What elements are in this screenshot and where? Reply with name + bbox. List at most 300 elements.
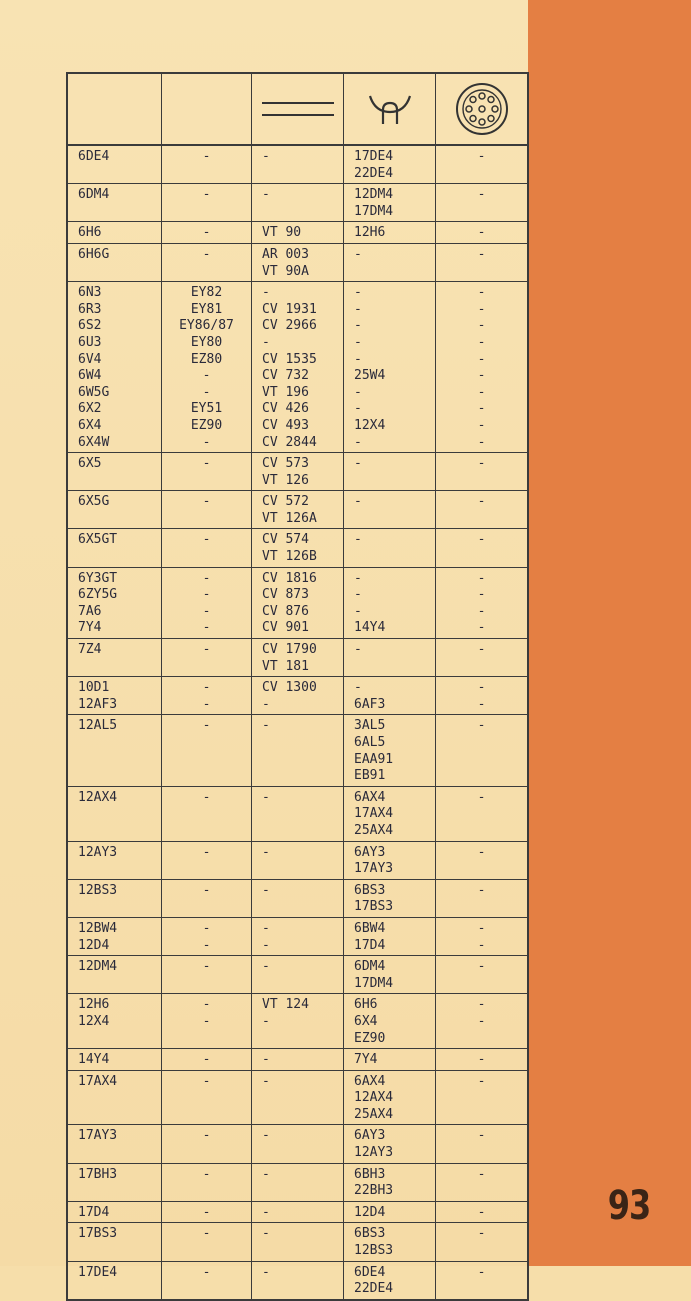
cell-line: - <box>202 920 211 936</box>
cell-line: 7Y4 <box>78 620 102 636</box>
cell-line: CV 876 <box>262 603 309 619</box>
cell-line: - <box>202 642 211 658</box>
cell-line: - <box>477 351 486 367</box>
cell-line: 3AL5 <box>354 718 386 734</box>
base-equivalent-cell <box>436 880 527 917</box>
tube-type-cell <box>68 880 162 917</box>
cell-line: 12AY3 <box>78 844 118 860</box>
equivalent-b-cell <box>252 1223 344 1260</box>
tube-type-cell <box>68 568 162 638</box>
tube-socket-base-icon <box>455 82 509 136</box>
heater-filament-icon <box>367 90 413 128</box>
cell-line: VT 126 <box>262 472 309 488</box>
heater-equivalent-cell <box>344 639 436 676</box>
heater-equivalent-cell <box>344 146 436 183</box>
cell-line: - <box>477 718 486 734</box>
equivalent-a-cell <box>162 956 252 993</box>
cell-line: - <box>354 603 362 619</box>
cell-line: 17DE4 <box>78 1264 118 1280</box>
cell-line: - <box>477 532 486 548</box>
cell-line: - <box>477 570 486 586</box>
table-row <box>68 1202 527 1224</box>
heater-equivalent-cell <box>344 1164 436 1201</box>
equivalent-b-cell <box>252 1049 344 1070</box>
cell-line: - <box>262 1052 270 1068</box>
header-type-column <box>68 74 162 144</box>
cell-line: - <box>262 334 270 350</box>
cell-line: 12AY3 <box>354 1145 394 1161</box>
equivalent-a-cell <box>162 491 252 528</box>
tube-equivalents-table <box>66 72 529 1301</box>
tube-type-cell <box>68 529 162 566</box>
cell-line: - <box>354 285 362 301</box>
cell-line: CV 1300 <box>262 680 317 696</box>
cell-line: 6BW4 <box>354 920 386 936</box>
equivalent-b-cell <box>252 222 344 243</box>
cell-line: - <box>354 351 362 367</box>
base-equivalent-cell <box>436 1202 527 1223</box>
equivalent-b-cell <box>252 787 344 841</box>
cell-line: - <box>262 844 270 860</box>
cell-line: 17D4 <box>354 937 386 953</box>
equivalent-a-cell <box>162 282 252 452</box>
cell-line: - <box>477 959 486 975</box>
cell-line: - <box>202 246 211 262</box>
tube-type-cell <box>68 1262 162 1299</box>
cell-line: CV 1816 <box>262 570 317 586</box>
cell-line: 17BS3 <box>78 1226 118 1242</box>
cell-line: - <box>354 532 362 548</box>
cell-line: 12DM4 <box>78 959 118 975</box>
cell-line: - <box>202 1166 211 1182</box>
cell-line: - <box>202 844 211 860</box>
heater-equivalent-cell <box>344 842 436 879</box>
equivalent-b-cell <box>252 1202 344 1223</box>
cell-line: - <box>262 920 270 936</box>
cell-line: - <box>477 997 486 1013</box>
cell-line: 6AF3 <box>354 696 386 712</box>
cell-line: - <box>262 959 270 975</box>
cell-line: 12AX4 <box>354 1090 394 1106</box>
heater-equivalent-cell <box>344 677 436 714</box>
heater-equivalent-cell <box>344 282 436 452</box>
header-empty-column <box>162 74 252 144</box>
cell-line: - <box>202 1226 211 1242</box>
table-row <box>68 677 527 715</box>
cell-line: - <box>354 570 362 586</box>
table-row <box>68 529 527 567</box>
equivalent-a-cell <box>162 1049 252 1070</box>
base-equivalent-cell <box>436 677 527 714</box>
tube-type-cell <box>68 282 162 452</box>
cell-line: VT 124 <box>262 997 309 1013</box>
cell-line: - <box>262 1013 270 1029</box>
cell-line: - <box>202 1204 211 1220</box>
cell-line: - <box>477 334 486 350</box>
base-equivalent-cell <box>436 491 527 528</box>
equivalent-b-cell <box>252 529 344 566</box>
cell-line: - <box>477 1166 486 1182</box>
cell-line: - <box>354 384 362 400</box>
heater-equivalent-cell <box>344 715 436 785</box>
cell-line: 6X4W <box>78 434 110 450</box>
cell-line: - <box>202 532 211 548</box>
equivalent-a-cell <box>162 994 252 1048</box>
cell-line: - <box>262 149 270 164</box>
cell-line: EZ90 <box>354 1030 386 1046</box>
cell-line: 6X2 <box>78 401 102 417</box>
cell-line: - <box>202 384 211 400</box>
table-row <box>68 1125 527 1163</box>
table-row <box>68 222 527 244</box>
cell-line: - <box>477 384 486 400</box>
table-row <box>68 1223 527 1261</box>
cell-line: - <box>262 285 270 301</box>
cell-line: - <box>477 1226 486 1242</box>
cell-line: - <box>477 1204 486 1220</box>
cell-line: - <box>477 1013 486 1029</box>
heater-equivalent-cell <box>344 1262 436 1299</box>
cell-line: - <box>202 456 211 472</box>
heater-equivalent-cell <box>344 956 436 993</box>
cell-line: 22DE4 <box>354 165 394 181</box>
cell-line: - <box>477 494 486 510</box>
equivalent-b-cell <box>252 1071 344 1125</box>
tube-type-cell <box>68 146 162 183</box>
cell-line: 6W4 <box>78 368 102 384</box>
cell-line: - <box>477 680 486 696</box>
equivalent-b-cell <box>252 1125 344 1162</box>
cell-line: 6X4 <box>78 417 102 433</box>
tube-type-cell <box>68 453 162 490</box>
cell-line: - <box>354 434 362 450</box>
cell-line: AR 003 <box>262 246 309 262</box>
heater-equivalent-cell <box>344 918 436 955</box>
base-equivalent-cell <box>436 1049 527 1070</box>
cell-line: - <box>202 1013 211 1029</box>
heater-equivalent-cell <box>344 244 436 281</box>
cell-line: CV 572 <box>262 494 309 510</box>
cell-line: 6DM4 <box>354 959 386 975</box>
header-heater-column <box>344 74 436 144</box>
cell-line: - <box>477 603 486 619</box>
cell-line: - <box>202 696 211 712</box>
cell-line: 6X5GT <box>78 532 118 548</box>
cell-line: - <box>477 1128 486 1144</box>
equivalent-b-cell <box>252 453 344 490</box>
orange-side-band <box>528 0 691 1266</box>
cell-line: 6W5G <box>78 384 110 400</box>
cell-line: - <box>477 434 486 450</box>
heater-equivalent-cell <box>344 491 436 528</box>
cell-line: 12D4 <box>354 1204 386 1220</box>
tube-type-cell <box>68 787 162 841</box>
cell-line: - <box>477 1264 486 1280</box>
cell-line: CV 493 <box>262 417 309 433</box>
header-base-column <box>436 74 527 144</box>
cell-line: 12AF3 <box>78 696 118 712</box>
cell-line: 6BS3 <box>354 882 386 898</box>
base-equivalent-cell <box>436 222 527 243</box>
equivalent-b-cell <box>252 677 344 714</box>
cell-line: - <box>354 401 362 417</box>
cell-line: - <box>477 882 486 898</box>
cell-line: - <box>477 318 486 334</box>
cell-line: - <box>477 225 486 241</box>
cell-line: 6DE4 <box>354 1264 386 1280</box>
cell-line: - <box>477 1073 486 1089</box>
cell-line: 7A6 <box>78 603 102 619</box>
equivalent-b-cell <box>252 244 344 281</box>
cell-line: 17AY3 <box>354 861 394 877</box>
cell-line: EAA91 <box>354 751 394 767</box>
cell-line: 12DM4 <box>354 187 394 203</box>
cell-line: EY82 <box>190 285 223 301</box>
table-row <box>68 1049 527 1071</box>
cell-line: 17DE4 <box>354 149 394 164</box>
tube-type-cell <box>68 1223 162 1260</box>
cell-line: - <box>262 789 270 805</box>
equivalent-a-cell <box>162 1223 252 1260</box>
cell-line: - <box>202 368 211 384</box>
cell-line: CV 2844 <box>262 434 317 450</box>
cell-line: 12X4 <box>78 1013 110 1029</box>
cell-line: 17DM4 <box>354 975 394 991</box>
tube-type-cell <box>68 244 162 281</box>
equivalent-b-cell <box>252 842 344 879</box>
cell-line: 17BS3 <box>354 899 394 915</box>
cell-line: - <box>202 882 211 898</box>
equivalent-b-cell <box>252 146 344 183</box>
cell-line: - <box>202 187 211 203</box>
base-equivalent-cell <box>436 453 527 490</box>
cell-line: - <box>202 570 211 586</box>
table-row <box>68 1164 527 1202</box>
cell-line: - <box>262 1226 270 1242</box>
cell-line: CV 1790 <box>262 642 317 658</box>
cell-line: CV 873 <box>262 587 309 603</box>
cell-line: 12X4 <box>354 417 386 433</box>
header-equivalent-column <box>252 74 344 144</box>
cell-line: CV 1931 <box>262 301 317 317</box>
cell-line: 14Y4 <box>354 620 386 636</box>
cell-line: - <box>477 401 486 417</box>
base-equivalent-cell <box>436 918 527 955</box>
cell-line: 6R3 <box>78 301 102 317</box>
cell-line: 17D4 <box>78 1204 110 1220</box>
cell-line: 6X4 <box>354 1013 378 1029</box>
table-row <box>68 994 527 1049</box>
base-equivalent-cell <box>436 568 527 638</box>
equivalent-b-cell <box>252 491 344 528</box>
cell-line: - <box>262 1128 270 1144</box>
base-equivalent-cell <box>436 1164 527 1201</box>
heater-equivalent-cell <box>344 1049 436 1070</box>
equivalent-a-cell <box>162 1164 252 1201</box>
cell-line: - <box>202 1073 211 1089</box>
equivalent-a-cell <box>162 1262 252 1299</box>
cell-line: CV 2966 <box>262 318 317 334</box>
cell-line: 6H6 <box>354 997 378 1013</box>
cell-line: 6BS3 <box>354 1226 386 1242</box>
cell-line: - <box>202 587 211 603</box>
cell-line: 6AY3 <box>354 1128 386 1144</box>
cell-line: 6AX4 <box>354 1073 386 1089</box>
base-equivalent-cell <box>436 1262 527 1299</box>
heater-equivalent-cell <box>344 453 436 490</box>
cell-line: 17BH3 <box>78 1166 118 1182</box>
cell-line: 12AX4 <box>78 789 118 805</box>
tube-type-cell <box>68 1164 162 1201</box>
cell-line: - <box>262 187 270 203</box>
base-equivalent-cell <box>436 282 527 452</box>
cell-line: EY86/87 <box>179 318 234 334</box>
cell-line: - <box>262 937 270 953</box>
cell-line: 12H6 <box>354 225 386 241</box>
cell-line: CV 901 <box>262 620 309 636</box>
equivalent-b-cell <box>252 880 344 917</box>
cell-line: - <box>202 434 211 450</box>
tube-type-cell <box>68 1125 162 1162</box>
cell-line: 6AX4 <box>354 789 386 805</box>
cell-line: - <box>477 642 486 658</box>
equivalent-b-cell <box>252 568 344 638</box>
cell-line: - <box>202 680 211 696</box>
cell-line: 6N3 <box>78 285 102 301</box>
base-equivalent-cell <box>436 1071 527 1125</box>
equivalent-a-cell <box>162 529 252 566</box>
tube-type-cell <box>68 715 162 785</box>
cell-line: - <box>354 494 362 510</box>
cell-line: - <box>477 456 486 472</box>
cell-line: 12D4 <box>78 937 110 953</box>
cell-line: CV 574 <box>262 532 309 548</box>
tube-type-cell <box>68 842 162 879</box>
tube-type-cell <box>68 956 162 993</box>
cell-line: - <box>354 334 362 350</box>
table-row <box>68 639 527 677</box>
cell-line: 25W4 <box>354 368 386 384</box>
page-number: 93 <box>607 1181 651 1229</box>
table-row <box>68 184 527 222</box>
cell-line: CV 1535 <box>262 351 317 367</box>
cell-line: VT 196 <box>262 384 309 400</box>
cell-line: 12AL5 <box>78 718 118 734</box>
cell-line: - <box>202 789 211 805</box>
cell-line: - <box>354 587 362 603</box>
cell-line: EZ90 <box>190 417 223 433</box>
table-row <box>68 1071 527 1126</box>
cell-line: EB91 <box>354 768 386 784</box>
table-row <box>68 880 527 918</box>
cell-line: 22BH3 <box>354 1183 394 1199</box>
equivalent-a-cell <box>162 568 252 638</box>
cell-line: 6X5G <box>78 494 110 510</box>
cell-line: VT 90A <box>262 263 309 279</box>
cell-line: - <box>477 920 486 936</box>
equivalent-b-cell <box>252 184 344 221</box>
cell-line: VT 126A <box>262 510 317 526</box>
cell-line: - <box>262 1166 270 1182</box>
table-row <box>68 842 527 880</box>
cell-line: 6AY3 <box>354 844 386 860</box>
cell-line: - <box>477 587 486 603</box>
cell-line: - <box>477 620 486 636</box>
table-row <box>68 453 527 491</box>
cell-line: 7Z4 <box>78 642 102 658</box>
equivalent-a-cell <box>162 244 252 281</box>
cell-line: - <box>477 246 486 262</box>
cell-line: 25AX4 <box>354 822 394 838</box>
equivalent-a-cell <box>162 918 252 955</box>
cell-line: - <box>354 246 362 262</box>
cell-line: 12BS3 <box>354 1243 394 1259</box>
table-header-row <box>68 74 527 146</box>
heater-equivalent-cell <box>344 184 436 221</box>
equivalent-symbol-icon <box>262 102 334 116</box>
heater-equivalent-cell <box>344 880 436 917</box>
base-equivalent-cell <box>436 529 527 566</box>
tube-type-cell <box>68 639 162 676</box>
cell-line: 17DM4 <box>354 203 394 219</box>
cell-line: - <box>354 318 362 334</box>
table-row <box>68 282 527 453</box>
cell-line: - <box>354 456 362 472</box>
cell-line: CV 426 <box>262 401 309 417</box>
tube-type-cell <box>68 1202 162 1223</box>
equivalent-b-cell <box>252 918 344 955</box>
cell-line: 6ZY5G <box>78 587 118 603</box>
base-equivalent-cell <box>436 146 527 183</box>
cell-line: 10D1 <box>78 680 110 696</box>
heater-equivalent-cell <box>344 529 436 566</box>
cell-line: - <box>354 642 362 658</box>
equivalent-a-cell <box>162 787 252 841</box>
base-equivalent-cell <box>436 1125 527 1162</box>
base-equivalent-cell <box>436 639 527 676</box>
heater-equivalent-cell <box>344 1202 436 1223</box>
heater-equivalent-cell <box>344 1071 436 1125</box>
cell-line: - <box>202 937 211 953</box>
cell-line: CV 573 <box>262 456 309 472</box>
cell-line: - <box>202 959 211 975</box>
table-row <box>68 568 527 639</box>
cell-line: - <box>477 285 486 301</box>
cell-line: - <box>354 301 362 317</box>
cell-line: 6V4 <box>78 351 102 367</box>
cell-line: - <box>202 1052 211 1068</box>
table-body <box>68 146 527 1299</box>
cell-line: - <box>202 1264 211 1280</box>
table-row <box>68 1262 527 1299</box>
heater-equivalent-cell <box>344 994 436 1048</box>
cell-line: 6H6G <box>78 246 110 262</box>
cell-line: - <box>477 789 486 805</box>
cell-line: 6Y3GT <box>78 570 118 586</box>
cell-line: - <box>262 1264 270 1280</box>
cell-line: 22DE4 <box>354 1281 394 1297</box>
cell-line: - <box>477 937 486 953</box>
cell-line: 6DE4 <box>78 149 110 164</box>
cell-line: - <box>477 368 486 384</box>
equivalent-b-cell <box>252 994 344 1048</box>
cell-line: 6AL5 <box>354 735 386 750</box>
tube-type-cell <box>68 1049 162 1070</box>
cell-line: 6BH3 <box>354 1166 386 1182</box>
base-equivalent-cell <box>436 994 527 1048</box>
cell-line: 12BW4 <box>78 920 118 936</box>
cell-line: - <box>477 417 486 433</box>
